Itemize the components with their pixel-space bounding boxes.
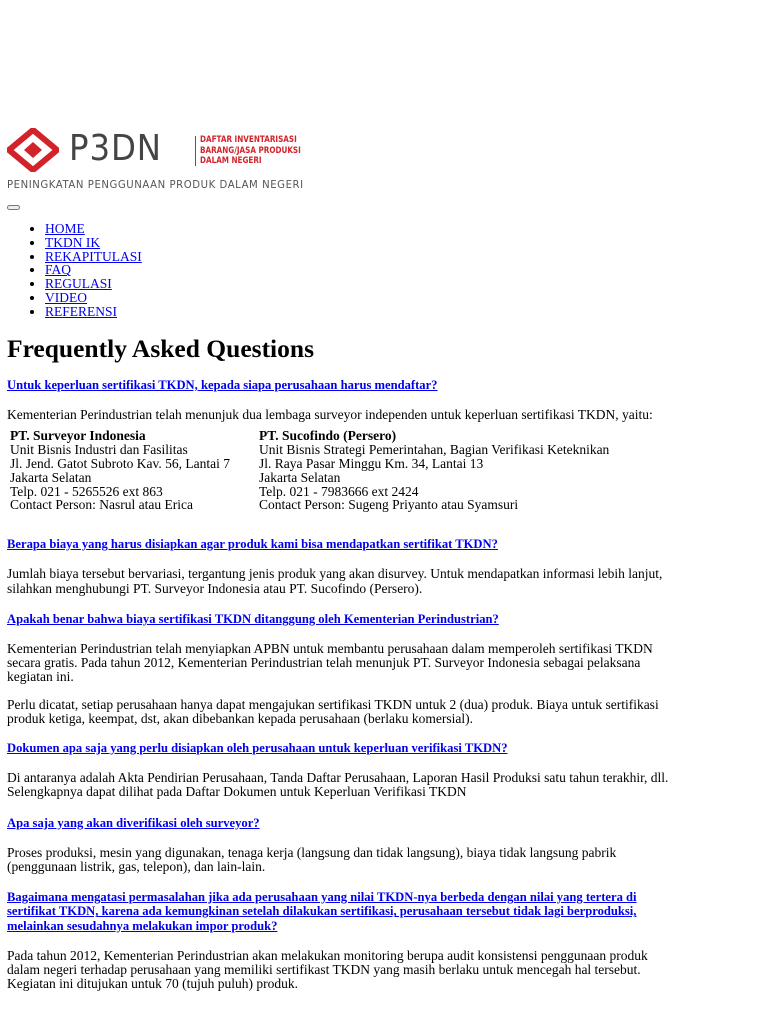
logo-wordmark: P3DN: [69, 128, 162, 169]
surveyor-contact: Contact Person: Sugeng Priyanto atau Syamsuri: [259, 497, 519, 513]
faq-question-3[interactable]: Apakah benar bahwa biaya sertifikasi TKDN ditanggung oleh Kementerian Perindustrian?: [7, 611, 499, 626]
faq-answer-4: [7, 771, 763, 799]
logo-subtitle: [200, 135, 301, 167]
faq-answer-3: [7, 642, 763, 685]
faq-answer-5: [7, 846, 763, 874]
faq-question-6[interactable]: [7, 890, 763, 933]
nav-link-rekapitulasi[interactable]: REKAPITULASI: [45, 248, 142, 264]
logo-divider: [195, 136, 196, 166]
surveyor-phone: Telp. 021 - 7983666 ext 2424: [259, 483, 419, 499]
surveyor-city: Jakarta Selatan: [10, 469, 92, 485]
surveyor-contact: Contact Person: Nasrul atau Erica: [10, 497, 193, 513]
answer-line: silahkan menghubungi PT. Surveyor Indonesia atau PT. Sucofindo (Persero).: [7, 580, 423, 596]
answer-line: produk ketiga, keempat, dst, akan dibebankan kepada perusahaan (berlaku komersial).: [7, 710, 473, 726]
answer-line: Pada tahun 2012, Kementerian Perindustrian akan melakukan monitoring berupa audit konsistensi penggunaan produk: [7, 947, 648, 963]
answer-line: Di antaranya adalah Akta Pendirian Perusahaan, Tanda Daftar Perusahaan, Laporan Hasil Produksi satu tahun terakhir, dll.: [7, 770, 669, 786]
surveyor-phone: Telp. 021 - 5265526 ext 863: [10, 483, 163, 499]
answer-line: Kementerian Perindustrian telah menyiapkan APBN untuk membantu perusahaan dalam memperoleh sertifikasi TKDN: [7, 641, 653, 656]
faq-answer-3-note: [7, 698, 763, 726]
faq-answer-6: [7, 949, 763, 992]
surveyor-name: PT. Surveyor Indonesia: [10, 428, 146, 444]
answer-line: Proses produksi, mesin yang digunakan, tenaga kerja (langsung dan tidak langsung), biaya tidak langsung pabrik: [7, 844, 617, 860]
surveyor-address: Jl. Raya Pasar Minggu Km. 34, Lantai 13: [259, 456, 484, 471]
faq-question-4[interactable]: Dokumen apa saja yang perlu disiapkan oleh perusahaan untuk keperluan verifikasi TKDN?: [7, 741, 508, 756]
answer-line: Selengkapnya dapat dilihat pada Daftar Dokumen untuk Keperluan Verifikasi TKDN: [7, 784, 467, 800]
surveyor-sucofindo: [256, 429, 612, 512]
site-logo[interactable]: [7, 126, 304, 194]
nav-item-home: [45, 222, 142, 236]
surveyor-name: PT. Sucofindo (Persero): [259, 428, 397, 444]
nav-item-tkdn-ik: [45, 236, 142, 250]
nav-item-faq: [45, 263, 142, 277]
answer-line: Kegiatan ini ditujukan untuk 70 (tujuh puluh) produk.: [7, 976, 298, 992]
p3dn-logo-mark-icon: [7, 128, 59, 172]
main-nav: [0, 222, 142, 319]
logo-subtitle-line: DAFTAR INVENTARISASI: [200, 135, 297, 145]
nav-item-regulasi: [45, 277, 142, 291]
answer-line: kegiatan ini.: [7, 669, 74, 685]
nav-link-tkdn-ik[interactable]: TKDN IK: [45, 234, 101, 250]
nav-link-faq[interactable]: FAQ: [45, 262, 72, 278]
nav-item-video: [45, 291, 142, 305]
question-line: Bagaimana mengatasi permasalahan jika ada perusahaan yang nilai TKDN-nya berbeda dengan nilai yang tertera di: [7, 890, 637, 905]
faq-content: [7, 378, 763, 991]
menu-toggle-button[interactable]: [7, 205, 20, 210]
nav-link-home[interactable]: HOME: [45, 221, 85, 236]
answer-line: (penggunaan listrik, gas, telepon), dan lain-lain.: [7, 859, 266, 875]
logo-subtitle-line: DALAM NEGERI: [200, 156, 262, 166]
faq-answer-1: Kementerian Perindustrian telah menunjuk dua lembaga surveyor independen untuk keperluan sertifikasi TKDN, yaitu:: [7, 407, 653, 423]
question-line: melainkan sesudahnya melakukan impor produk?: [7, 918, 278, 933]
faq-question-2[interactable]: Berapa biaya yang harus disiapkan agar produk kami bisa mendapatkan sertifikat TKDN?: [7, 537, 498, 552]
nav-item-rekapitulasi: [45, 250, 142, 264]
logo-subtitle-line: BARANG/JASA PRODUKSI: [200, 145, 301, 156]
faq-question-5[interactable]: Apa saja yang akan diverifikasi oleh surveyor?: [7, 815, 260, 830]
question-line: sertifikat TKDN, karena ada kemungkinan setelah dilakukan sertifikasi, perusahaan tersebut tidak lagi berproduksi,: [7, 904, 637, 919]
nav-item-referensi: [45, 305, 142, 319]
answer-line: dalam negeri terhadap perusahaan yang memiliki sertifikast TKDN yang masih berlaku untuk mencegah hal tersebut.: [7, 962, 641, 978]
faq-question-1[interactable]: Untuk keperluan sertifikasi TKDN, kepada siapa perusahaan harus mendaftar?: [7, 378, 438, 392]
answer-line: secara gratis. Pada tahun 2012, Kementerian Perindustrian telah menunjuk PT. Surveyor Indonesia sebagai pelaksana: [7, 655, 641, 671]
surveyor-address: Jl. Jend. Gatot Subroto Kav. 56, Lantai 7: [10, 456, 230, 471]
surveyor-unit: Unit Bisnis Strategi Pemerintahan, Bagian Verifikasi Keteknikan: [259, 442, 610, 458]
surveyor-unit: Unit Bisnis Industri dan Fasilitas: [10, 442, 188, 458]
page-title: Frequently Asked Questions: [7, 334, 314, 363]
logo-tagline: PENINGKATAN PENGGUNAAN PRODUK DALAM NEGERI: [7, 178, 304, 191]
nav-link-regulasi[interactable]: REGULASI: [45, 276, 112, 292]
answer-line: Perlu dicatat, setiap perusahaan hanya dapat mengajukan sertifikasi TKDN untuk 2 (dua) produk. Biaya untuk sertifikasi: [7, 696, 659, 712]
nav-link-referensi[interactable]: REFERENSI: [45, 303, 118, 319]
answer-line: Jumlah biaya tersebut bervariasi, tergantung jenis produk yang akan disurvey. Untuk mendapatkan informasi lebih lanjut,: [7, 566, 663, 582]
surveyor-si: [7, 429, 256, 512]
nav-link-video[interactable]: VIDEO: [45, 289, 87, 305]
faq-answer-2: [7, 567, 763, 595]
surveyor-table: [7, 429, 612, 512]
surveyor-city: Jakarta Selatan: [259, 469, 341, 485]
